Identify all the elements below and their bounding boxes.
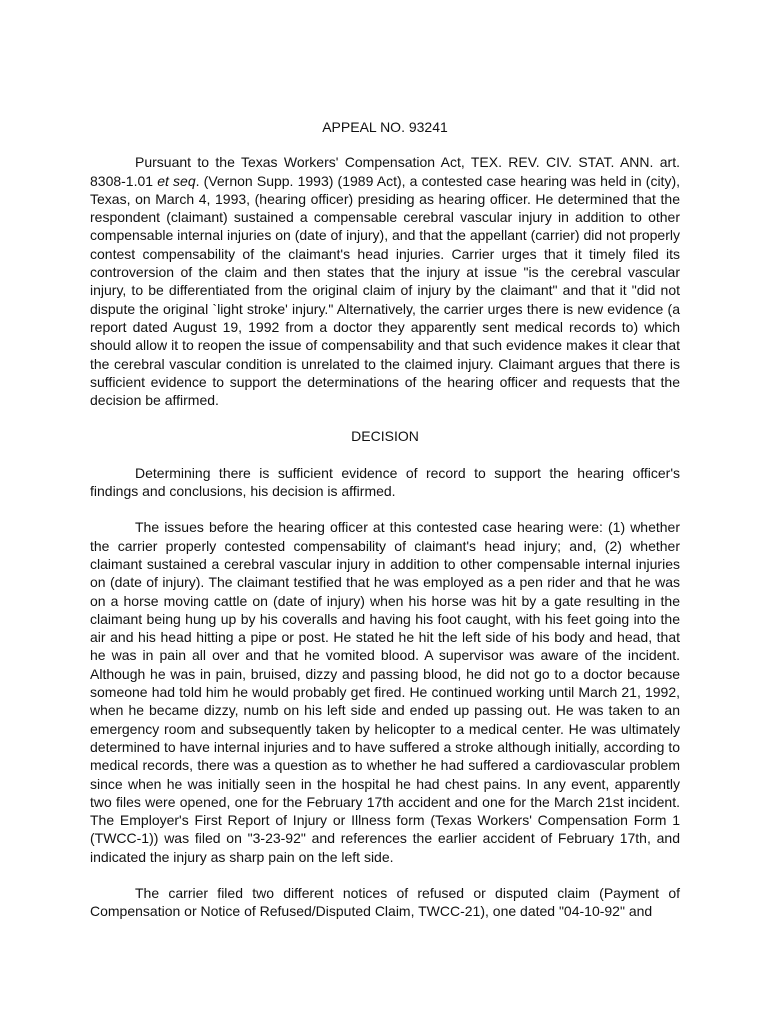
paragraph-decision: Determining there is sufficient evidence of record to support the hearing officer's findings and conclusions, his decision is affirmed. bbox=[90, 464, 680, 500]
page-title: APPEAL NO. 93241 bbox=[322, 119, 448, 135]
paragraph-issues: The issues before the hearing officer at this contested case hearing were: (1) whether the carrier properly contested compensability of claimant's head injury; and, (2) whether claimant sustained a cerebral vascular injury in addition to other compensable internal injuries on (date of injury). The claimant testified that he was employed as a pen rider and that he was on a horse moving cattle on (date of injury) when his horse was hit by a gate resulting in the claimant being hung up by his coveralls and having his foot caught, with his feet going into the air and his head hitting a pipe or post. He stated he hit the left side of his body and head, that he was in pain all over and that he vomited blood. A supervisor was aware of the incident. Although he was in pain, bruised, dizzy and passing blood, he did not go to a doctor because someone had told him he would probably get fired. He continued working until March 21, 1992, when he became dizzy, numb on his left side and ended up passing out. He was taken to an emergency room and subsequently taken by helicopter to a medical center. He was ultimately determined to have internal injuries and to have suffered a stroke although initially, according to medical records, there was a question as to whether he had suffered a cardiovascular problem since when he was initially seen in the hospital he had chest pains. In any event, apparently two files were opened, one for the February 17th accident and one for the March 21st incident. The Employer's First Report of Injury or Illness form (Texas Workers' Compensation Form 1 (TWCC-1)) was filed on "3-23-92" and references the earlier accident of February 17th, and indicated the injury as sharp pain on the left side. bbox=[90, 519, 680, 865]
decision-heading: DECISION bbox=[351, 428, 419, 445]
document-page bbox=[90, 118, 680, 921]
paragraph-intro bbox=[90, 153, 680, 409]
paragraph-carrier-notices: The carrier filed two different notices of refused or disputed claim (Payment of Compensation or Notice of Refused/Disputed Claim, TWCC-21), one dated "04-10-92" and bbox=[90, 884, 680, 920]
paragraph-intro-text-1: Pursuant to the Texas Workers' Compensation Act, TEX. REV. CIV. STAT. ANN. art. 8308-1.01 bbox=[90, 154, 680, 189]
paragraph-intro-italic: et seq bbox=[157, 172, 196, 189]
paragraph-intro-text-2: . (Vernon Supp. 1993) (1989 Act), a contested case hearing was held in (city), Texas, on March 4, 1993, (hearing officer) presiding as hearing officer. He determined that the respondent (claimant) sustained a compensable cerebral vascular injury in addition to other compensable internal injuries on (date of injury), and that the appellant (carrier) did not properly contest compensability of the claimant's head injuries. Carrier urges that it timely filed its controversion of the claim and then states that the injury at issue "is the cerebral vascular injury, to be differentiated from the original claim of injury by the claimant" and that it "did not dispute the original `light stroke' injury." Alternatively, the carrier urges there is new evidence (a report dated August 19, 1992 from a doctor they apparently sent medical records to) which should allow it to reopen the issue of compensability and that such evidence makes it clear that the cerebral vascular condition is unrelated to the claimed injury. Claimant argues that there is sufficient evidence to support the determinations of the hearing officer and requests that the decision be affirmed. bbox=[90, 172, 680, 409]
